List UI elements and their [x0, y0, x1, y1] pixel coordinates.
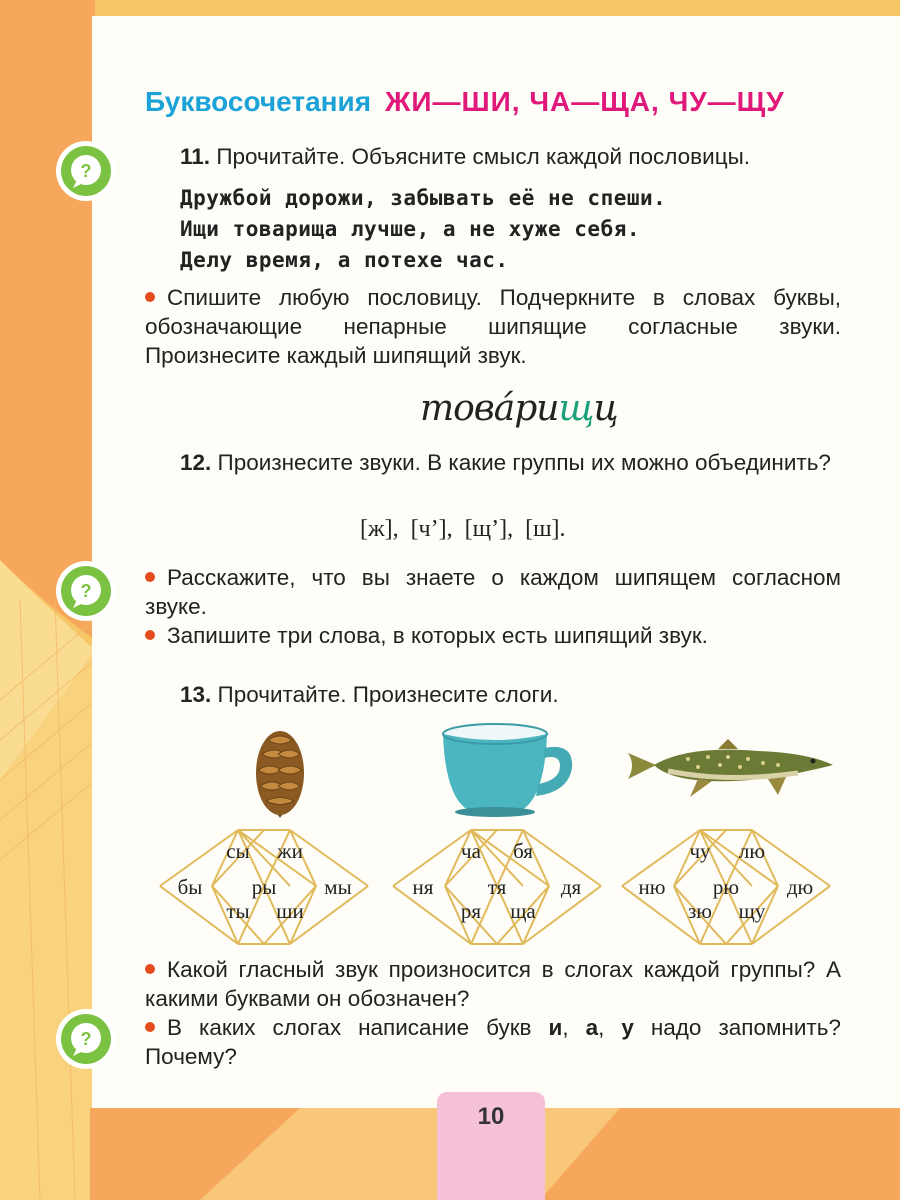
syllable-top-right: жи	[277, 839, 303, 863]
syllable-middle-right: дя	[560, 875, 582, 899]
bullet-dot	[145, 292, 155, 302]
bullet-text: Какой гласный звук произносится в слогах каждой группы? А какими буквами он обозначен?	[145, 957, 841, 1011]
bullet-dot	[145, 964, 155, 974]
bullet-tell-about-sound	[145, 563, 841, 621]
task-text: Произнесите звуки. В какие группы их можно объединить?	[217, 450, 831, 475]
syllable-bottom-left: зю	[688, 899, 712, 923]
cursive-highlight: щ	[558, 388, 594, 429]
task-number: 13.	[180, 682, 212, 707]
syllable-grids	[150, 828, 840, 946]
syllable-middle-left: бы	[177, 875, 203, 899]
cursive-main: товáри	[420, 388, 559, 429]
bullet-dot	[145, 572, 155, 582]
section-title	[145, 86, 785, 118]
question-bubble-icon	[55, 560, 117, 622]
syllable-top-left: чу	[689, 839, 711, 863]
bullet-text-post: надо запомнить? Почему?	[145, 1015, 841, 1069]
page-number: 10	[477, 1103, 505, 1130]
bullet-vowel-question	[145, 955, 841, 1013]
syllable-middle-right: мы	[324, 875, 352, 899]
task-11-heading	[180, 142, 750, 171]
cursive-word	[420, 388, 618, 429]
bold-letter-u: у	[621, 1015, 634, 1040]
syllable-top-right: бя	[513, 839, 533, 863]
bullet-text-pre: В каких слогах написание букв	[167, 1015, 549, 1040]
bullet-copy-proverb	[145, 283, 841, 370]
bullet-write-three-words	[145, 621, 841, 650]
syllable-bottom-left: ты	[226, 899, 250, 923]
sounds-list: [ж], [ч’], [щ’], [ш].	[360, 516, 566, 542]
syllable-middle-left: ню	[638, 875, 666, 899]
pine-cone-icon	[250, 718, 310, 818]
cursive-end: ц	[593, 388, 618, 429]
bullet-text: Спишите любую пословицу. Подчеркните в словах буквы, обозначающие непарные шипящие согласные звуки. Произнесите каждый шипящий звук.	[145, 285, 841, 368]
syllable-bottom-left: ря	[460, 899, 482, 923]
syllable-bottom-right: ши	[276, 899, 304, 923]
syllable-top-left: сы	[226, 839, 250, 863]
bullet-text: Расскажите, что вы знаете о каждом шипящем согласном звуке.	[145, 565, 841, 619]
proverb-3: Делу время, а потехе час.	[180, 248, 509, 272]
syllable-top-right: лю	[738, 839, 766, 863]
syllable-middle-center: тя	[487, 875, 507, 899]
proverb-2: Ищи товарища лучше, а не хуже себя.	[180, 217, 641, 241]
title-part2: ЖИ—ШИ, ЧА—ЩА, ЧУ—ЩУ	[385, 86, 785, 117]
bold-letter-i: и	[548, 1015, 563, 1040]
cup-icon	[440, 722, 576, 818]
syllable-middle-right: дю	[786, 875, 814, 899]
question-bubble-icon	[55, 140, 117, 202]
syllable-bottom-right: щу	[738, 899, 766, 923]
task-number: 12.	[180, 450, 212, 475]
question-bubble-icon	[55, 1008, 117, 1070]
proverb-1: Дружбой дорожи, забывать её не спеши.	[180, 186, 667, 210]
bullet-text: Запишите три слова, в которых есть шипящий звук.	[167, 623, 708, 648]
bullet-dot	[145, 630, 155, 640]
title-part1: Буквосочетания	[145, 86, 372, 117]
bullet-remember-question: В каких слогах написание букв и, а, у надо запомнить? Почему?	[145, 1015, 841, 1069]
task-text: Прочитайте. Объясните смысл каждой пословицы.	[216, 144, 751, 169]
task-number: 11.	[180, 144, 211, 169]
svg-text:?: ?	[80, 1029, 92, 1049]
task-13-heading	[180, 680, 559, 709]
bullet-dot	[145, 1022, 155, 1032]
task-12-heading	[145, 448, 841, 477]
syllable-middle-left: ня	[412, 875, 434, 899]
syllable-top-left: ча	[461, 839, 481, 863]
svg-text:?: ?	[80, 161, 92, 181]
svg-text:?: ?	[80, 581, 92, 601]
syllable-middle-center: рю	[712, 875, 740, 899]
task-text: Прочитайте. Произнесите слоги.	[217, 682, 559, 707]
bold-letter-a: а	[585, 1015, 599, 1040]
syllable-bottom-right: ща	[510, 899, 536, 923]
pike-fish-icon	[628, 735, 838, 810]
syllable-middle-center: ры	[251, 875, 277, 899]
